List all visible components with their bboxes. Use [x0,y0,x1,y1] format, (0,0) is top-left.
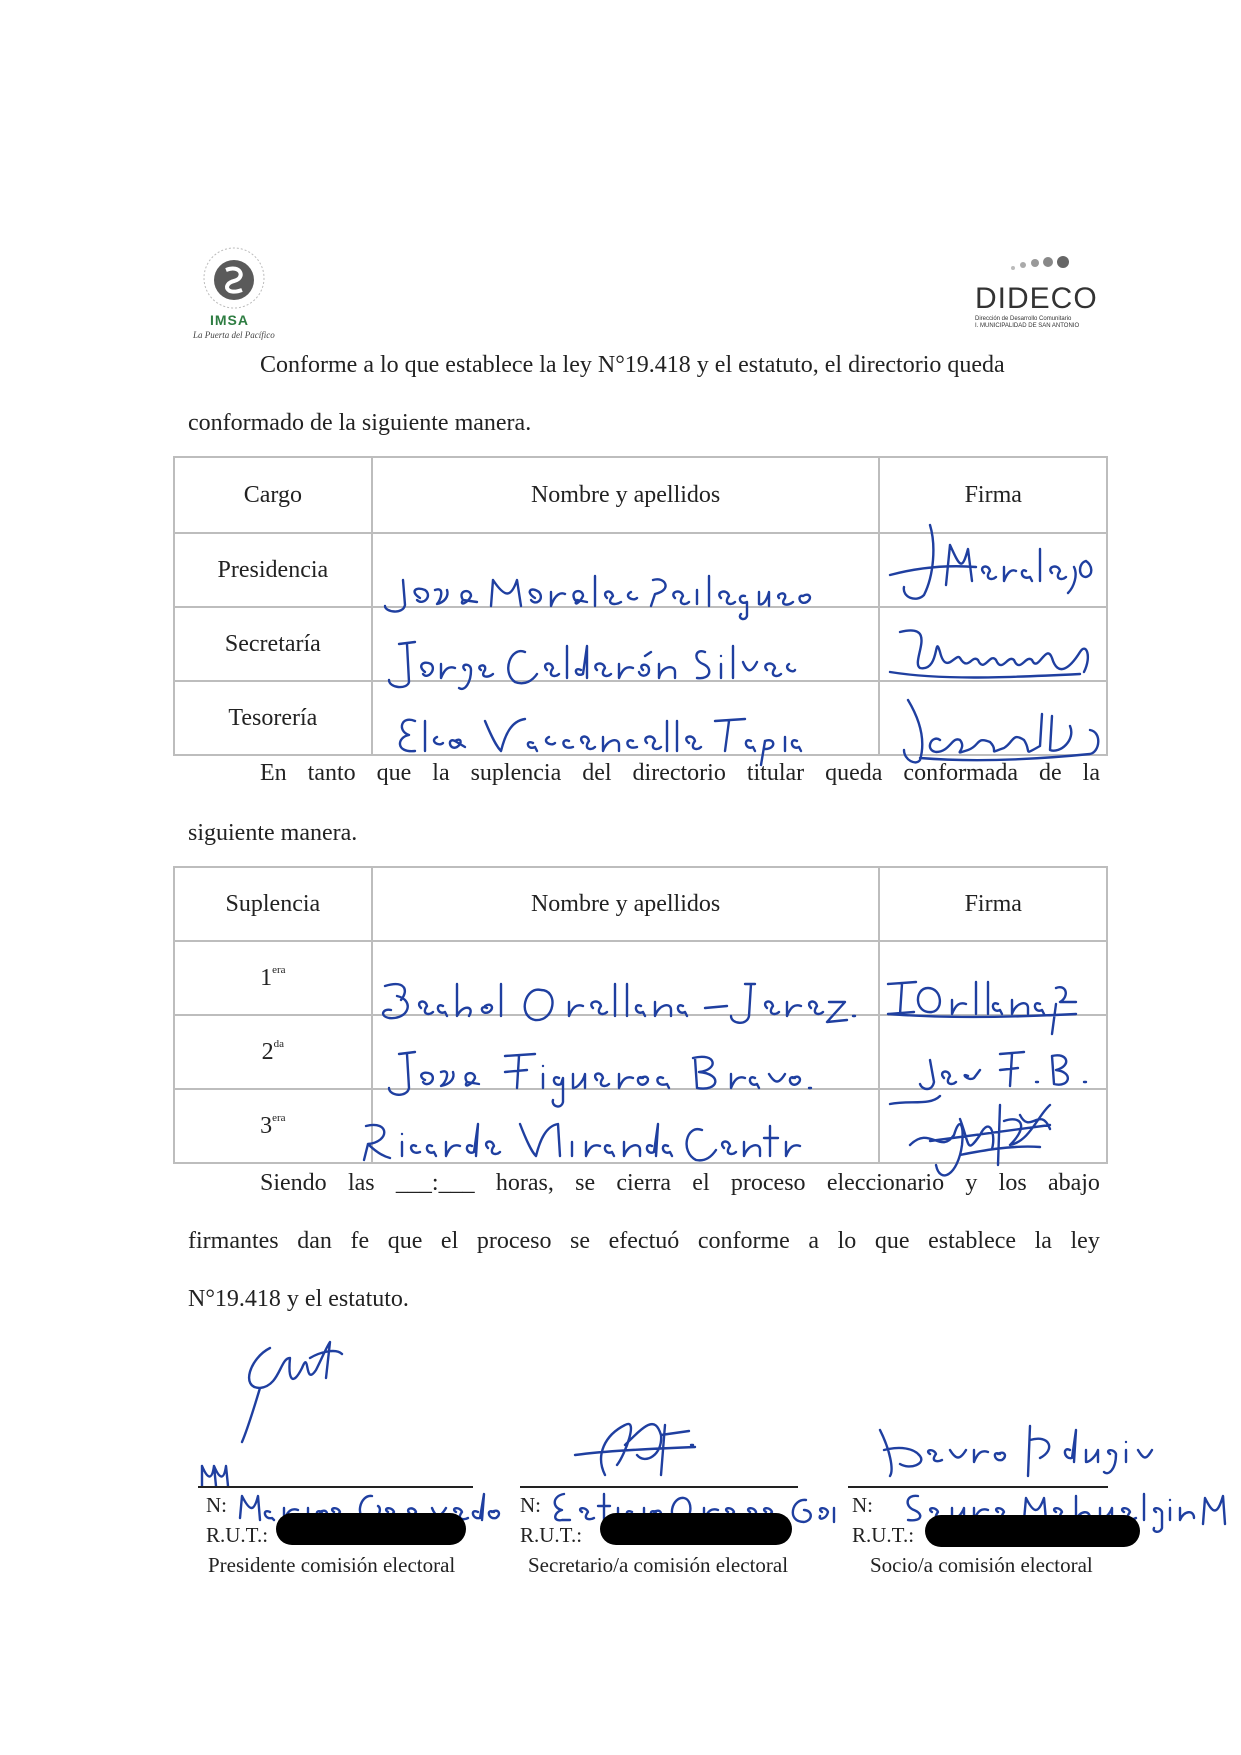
word: proceso [476,1228,552,1254]
imsa-logo-text: IMSA [210,312,249,328]
role-label-3: Socio/a comisión electoral [870,1553,1093,1577]
word: abajo [1047,1170,1100,1196]
time-blank: ___:___ [395,1170,475,1196]
rut-redaction-2 [600,1513,792,1545]
word: titular [746,760,805,786]
word: eleccionario [826,1170,945,1196]
word: efectuó [608,1228,680,1254]
word: fe [350,1228,370,1254]
word: de [1039,760,1062,786]
word: se [575,1170,596,1196]
name-label-2: N: [520,1493,541,1517]
name-label-1: N: [206,1493,227,1517]
word: queda [825,760,883,786]
header-firma: Firma [879,867,1107,941]
suplencia-2: $2^{da}$ [174,1015,372,1089]
dideco-dots-icon [1005,252,1085,276]
word: a [808,1228,820,1254]
word: establece [928,1228,1017,1254]
word: suplencia [470,760,562,786]
signature-large [230,1318,360,1448]
handwritten-initial-signatory-3 [1195,1484,1241,1534]
word: las [347,1170,375,1196]
role-label-1: Presidente comisión electoral [208,1553,456,1577]
cargo-presidencia: Presidencia [174,533,372,607]
role-label-2: Secretario/a comisión electoral [528,1553,789,1577]
dideco-municipality: I. MUNICIPALIDAD DE SAN ANTONIO [975,323,1080,329]
rut-redaction-1 [276,1513,466,1545]
rut-redaction-3 [925,1515,1140,1547]
word: la [1082,760,1100,786]
word: se [570,1228,591,1254]
word: horas, [495,1170,554,1196]
word: que [376,760,412,786]
closing-line-1 [260,1168,1100,1198]
imsa-tagline: La Puerta del Pacífico [193,330,275,340]
header-firma: Firma [879,457,1107,533]
word: lo [837,1228,857,1254]
dideco-subtitle: Dirección de Desarrollo Comunitario [975,316,1072,322]
word: conforme [697,1228,790,1254]
rut-label-3: R.U.T.: [852,1523,915,1547]
cargo-secretaria: Secretaría [174,607,372,681]
header-nombre: Nombre y apellidos [372,867,880,941]
word: que [874,1228,910,1254]
word: del [582,760,612,786]
word: el [440,1228,459,1254]
word: ley [1070,1228,1100,1254]
word: proceso [730,1170,806,1196]
suplencia-3: $3^{era}$ [174,1089,372,1163]
closing-line-2 [188,1226,1100,1256]
word: cierra [616,1170,672,1196]
suplencia-intro-line-2: siguiente manera. [188,820,358,846]
word: la [1034,1228,1052,1254]
closing-line-3: N°19.418 y el estatuto. [188,1286,409,1312]
word: firmantes [188,1228,279,1254]
suplencia-intro-line-1 [260,758,1100,788]
word: y [965,1170,978,1196]
word: que [387,1228,423,1254]
header-nombre: Nombre y apellidos [372,457,880,533]
word: En [260,760,287,786]
intro-line-2: conformado de la siguiente manera. [188,410,532,436]
word: la [432,760,450,786]
header-suplencia: Suplencia [174,867,372,941]
signature-presidencia [880,515,1120,605]
suplencia-1: $1^{era}$ [174,941,372,1015]
word: tanto [307,760,356,786]
rut-label-1: R.U.T.: [206,1523,269,1547]
cargo-tesoreria: Tesorería [174,681,372,755]
word: dan [297,1228,332,1254]
word: conformada [903,760,1019,786]
header-cargo: Cargo [174,457,372,533]
name-label-3: N: [852,1493,873,1517]
word: el [692,1170,710,1196]
word: Siendo [260,1170,327,1196]
dideco-logo-text: DIDECO [975,282,1098,315]
word: directorio [632,760,726,786]
handwritten-name-suplencia-3 [330,1090,810,1180]
imsa-logo [186,238,316,338]
word: los [998,1170,1027,1196]
intro-line-1: Conforme a lo que establece la ley N°19.418 y el estatuto, el directorio queda [260,352,1005,378]
rut-label-2: R.U.T.: [520,1523,583,1547]
